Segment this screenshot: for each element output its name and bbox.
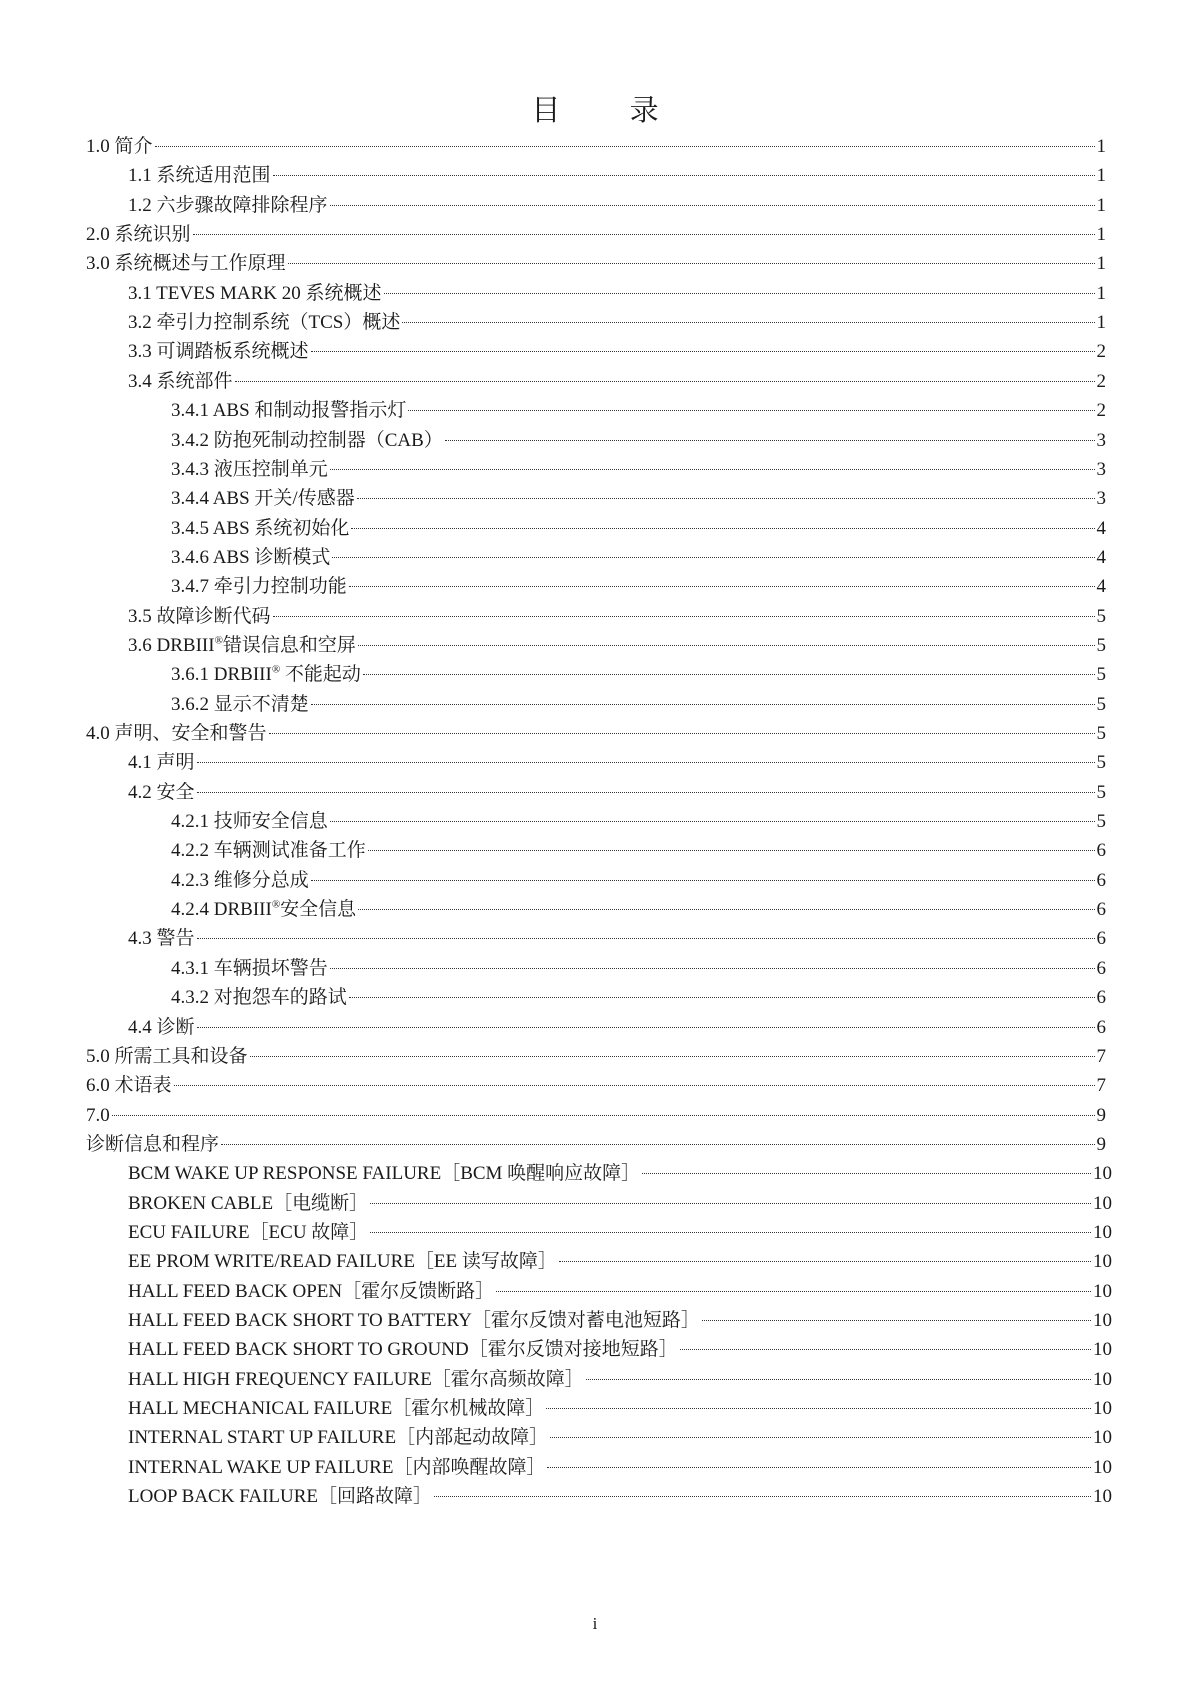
toc-entry-label (171, 397, 406, 425)
dot-leader (550, 1437, 1091, 1438)
toc-entry-label-text: INTERNAL START UP FAILURE［内部起动故障］ (128, 1427, 549, 1449)
toc-entry-label-text: INTERNAL WAKE UP FAILURE［内部唤醒故障］ (128, 1456, 546, 1478)
toc-entry[interactable] (171, 544, 1106, 572)
toc-entry-page: 5 (1096, 723, 1106, 744)
toc-entry[interactable] (128, 749, 1106, 777)
toc-entry-page: 4 (1096, 576, 1106, 598)
dot-leader (288, 263, 1095, 264)
dot-leader (370, 1232, 1091, 1233)
dot-leader (496, 1291, 1091, 1292)
dot-leader (273, 616, 1095, 617)
toc-entry-page: 1 (1096, 224, 1106, 246)
toc-entry-label-text: 4.0 声明、安全和警告 (86, 723, 267, 744)
toc-entry-label (86, 221, 191, 249)
toc-entry-label-text: LOOP BACK FAILURE［回路故障］ (128, 1486, 433, 1508)
toc-entry-label (86, 250, 286, 278)
dot-leader (330, 968, 1095, 969)
toc-entry[interactable] (86, 720, 1106, 748)
toc-entry-label-text: 3.4.6 ABS 诊断模式 (171, 546, 331, 568)
toc-entry-page: 5 (1096, 693, 1106, 715)
toc-entry-label-text: EE PROM WRITE/READ FAILURE［EE 读写故障］ (128, 1251, 557, 1273)
toc-entry-label (171, 867, 309, 895)
toc-entry-page: 10 (1093, 1280, 1112, 1302)
toc-entry-label-text: 错误信息和空屏 (222, 634, 356, 656)
toc-entry[interactable] (86, 1102, 1106, 1130)
toc-entry-page: 5 (1096, 811, 1106, 833)
toc-entry-label-text: 4.2 安全 (128, 781, 195, 803)
dot-leader (370, 1203, 1091, 1204)
registered-mark: ® (214, 634, 223, 647)
toc-entry-label (128, 1160, 640, 1188)
dot-leader (235, 381, 1095, 382)
toc-entry-page: 5 (1096, 664, 1106, 686)
dot-leader (197, 792, 1095, 793)
toc-entry-label (128, 192, 328, 220)
toc-entry[interactable] (128, 1248, 1112, 1276)
toc-entry-label-text: HALL FEED BACK SHORT TO GROUND［霍尔反馈对接地短路］ (128, 1339, 678, 1361)
toc-entry-label (128, 368, 233, 396)
dot-leader (311, 351, 1095, 352)
toc-entry[interactable] (86, 1131, 1106, 1159)
toc-entry-page: 9 (1096, 1133, 1106, 1155)
toc-entry[interactable] (128, 1366, 1112, 1394)
toc-entry-label (128, 1248, 557, 1276)
dot-leader (363, 674, 1095, 675)
dot-leader (384, 293, 1095, 294)
toc-entry[interactable] (128, 1190, 1112, 1218)
toc-entry-page: 1 (1096, 253, 1106, 275)
dot-leader (330, 821, 1095, 822)
toc-entry-page: 6 (1096, 957, 1106, 979)
toc-entry-page: 10 (1093, 1486, 1112, 1508)
toc-entry-label (171, 544, 330, 572)
toc-entry-page: 5 (1096, 605, 1106, 627)
toc-entry-label-text: 3.6.1 DRBIII (171, 664, 272, 686)
toc-entry-label-text: 3.6 DRBIII (128, 634, 215, 656)
toc-entry-page: 6 (1096, 899, 1106, 921)
dot-leader (330, 205, 1095, 206)
toc-entry-label-text: 3.3 可调踏板系统概述 (128, 341, 309, 363)
toc-entry-label (128, 632, 356, 660)
toc-entry-label-text: 5.0 所需工具和设备 (86, 1045, 248, 1067)
toc-entry-label (128, 1014, 195, 1042)
toc-entry-label (171, 955, 328, 983)
toc-entry[interactable] (171, 456, 1106, 484)
toc-entry-page: 10 (1093, 1221, 1112, 1243)
toc-entry-label (171, 808, 328, 836)
dot-leader (434, 1496, 1091, 1497)
toc-entry-label-text: 3.0 系统概述与工作原理 (86, 253, 286, 275)
toc-entry[interactable] (171, 896, 1106, 924)
toc-entry[interactable] (128, 162, 1106, 190)
toc-entry-page: 9 (1096, 1104, 1106, 1126)
toc-entry-label-text: 2.0 系统识别 (86, 224, 191, 246)
toc-entry-page: 1 (1096, 194, 1106, 216)
toc-entry-label-text: HALL HIGH FREQUENCY FAILURE［霍尔高频故障］ (128, 1368, 584, 1390)
dot-leader (197, 938, 1095, 939)
dot-leader (311, 880, 1095, 881)
dot-leader (174, 1085, 1095, 1086)
toc-entry-label (128, 925, 195, 953)
toc-entry-page: 10 (1093, 1427, 1112, 1449)
toc-entry-page: 1 (1096, 282, 1106, 304)
toc-entry-label (128, 749, 195, 777)
toc-entry-label-text: 7.0 (86, 1104, 110, 1126)
dot-leader (368, 850, 1095, 851)
toc-entry-page: 6 (1096, 869, 1106, 891)
toc-entry-label (128, 1278, 494, 1306)
dot-leader (349, 586, 1095, 587)
toc-entry-label (128, 1190, 368, 1218)
toc-entry-label (171, 573, 347, 601)
dot-leader (197, 1027, 1095, 1028)
dot-leader (155, 146, 1095, 147)
dot-leader (547, 1467, 1091, 1468)
toc-entry[interactable] (171, 955, 1106, 983)
toc-entry-label (128, 338, 309, 366)
toc-entry-label-text: 4.2.3 维修分总成 (171, 869, 309, 891)
toc-entry-label-text: 3.4.4 ABS 开关/传感器 (171, 488, 355, 510)
toc-entry-page: 5 (1096, 634, 1106, 656)
toc-entry-page: 10 (1093, 1368, 1112, 1390)
toc-entry-label-text: 3.4 系统部件 (128, 370, 233, 392)
toc-entry-page: 4 (1096, 546, 1106, 568)
dot-leader (408, 410, 1094, 411)
toc-entry[interactable] (171, 661, 1106, 689)
toc-entry-page: 2 (1096, 341, 1106, 363)
toc-entry-label-text: 3.6.2 显示不清楚 (171, 693, 309, 715)
toc-entry-page: 7 (1096, 1075, 1106, 1097)
toc-entry-label (171, 984, 347, 1012)
toc-entry-label (128, 1336, 678, 1364)
toc-entry-label (128, 162, 271, 190)
toc-entry[interactable] (171, 691, 1106, 719)
toc-entry-page: 2 (1096, 400, 1106, 422)
dot-leader (273, 175, 1095, 176)
dot-leader (358, 645, 1095, 646)
dot-leader (680, 1349, 1091, 1350)
toc-entry-label-text: 3.1 TEVES MARK 20 系统概述 (128, 282, 382, 304)
dot-leader (702, 1320, 1091, 1321)
toc-entry-label-text: BCM WAKE UP RESPONSE FAILURE［BCM 唤醒响应故障］ (128, 1163, 641, 1185)
toc-entry-label (128, 1424, 548, 1452)
toc-entry[interactable] (128, 1395, 1112, 1423)
dot-leader (330, 469, 1095, 470)
toc-entry-label-text: 1.0 简介 (86, 136, 153, 157)
toc-entry-page: 4 (1096, 517, 1106, 539)
toc-entry-label (128, 1395, 544, 1423)
toc-entry-page: 3 (1096, 458, 1106, 480)
dot-leader (559, 1261, 1091, 1262)
toc-entry-label-text: 3.5 故障诊断代码 (128, 605, 271, 627)
toc-entry[interactable] (171, 573, 1106, 601)
toc-entry[interactable] (128, 280, 1106, 308)
toc-entry-page: 10 (1093, 1192, 1112, 1214)
dot-leader (332, 557, 1094, 558)
toc-entry[interactable] (171, 515, 1106, 543)
dot-leader (221, 1144, 1094, 1145)
toc-entry-label-text: 3.4.5 ABS 系统初始化 (171, 517, 350, 539)
toc-entry[interactable] (128, 1454, 1112, 1482)
toc-entry-page: 6 (1096, 840, 1106, 862)
page-title: 目 录 (531, 93, 689, 127)
dot-leader (358, 909, 1094, 910)
dot-leader (357, 498, 1095, 499)
toc-entry-label-text: 4.2.4 DRBIII (171, 899, 272, 921)
toc-entry-label (86, 1072, 172, 1100)
toc-entry-label-text: ECU FAILURE［ECU 故障］ (128, 1221, 369, 1243)
toc-entry[interactable] (128, 1160, 1112, 1188)
registered-mark: ® (271, 898, 281, 911)
toc-entry-page: 7 (1096, 1045, 1106, 1067)
toc-entry-label (171, 691, 309, 719)
toc-entry-label (128, 779, 195, 807)
toc-entry-label-text: 4.3.2 对抱怨车的路试 (171, 987, 347, 1009)
dot-leader (250, 1056, 1095, 1057)
toc-entry-label-text: 4.3.1 车辆损坏警告 (171, 957, 328, 979)
dot-leader (311, 704, 1095, 705)
dot-leader (445, 440, 1095, 441)
toc-entry-page: 1 (1096, 136, 1106, 157)
toc-entry[interactable] (128, 632, 1106, 660)
toc-entry[interactable] (86, 1072, 1106, 1100)
toc-entry-label-text: HALL MECHANICAL FAILURE［霍尔机械故障］ (128, 1398, 545, 1420)
toc-entry[interactable] (86, 133, 1106, 161)
toc-entry-label-text: 4.2.1 技师安全信息 (171, 811, 328, 833)
toc-entry-label (128, 1454, 545, 1482)
toc-entry-label (171, 485, 355, 513)
toc-entry[interactable] (171, 808, 1106, 836)
toc-entry-page: 1 (1096, 312, 1106, 334)
toc-entry-label (128, 1483, 432, 1511)
toc-entry-label-text: 4.3 警告 (128, 928, 195, 950)
toc-entry-label (86, 1043, 248, 1071)
dot-leader (351, 528, 1094, 529)
dot-leader (349, 997, 1095, 998)
toc-entry-label (86, 1102, 110, 1130)
toc-entry-label-text: 3.4.3 液压控制单元 (171, 458, 328, 480)
dot-leader (586, 1379, 1091, 1380)
toc-entry-label (128, 603, 271, 631)
toc-entry[interactable] (128, 1483, 1112, 1511)
dot-leader (402, 322, 1094, 323)
toc-entry-label-text: 诊断信息和程序 (86, 1133, 220, 1155)
toc-entry[interactable] (171, 485, 1106, 513)
toc-entry-page: 6 (1096, 987, 1106, 1009)
toc-entry[interactable] (86, 1043, 1106, 1071)
toc-entry-label (171, 896, 356, 924)
toc-entry[interactable] (128, 1307, 1112, 1335)
toc-entry-page: 10 (1093, 1251, 1112, 1273)
toc-entry-label-text: HALL FEED BACK SHORT TO BATTERY［霍尔反馈对蓄电池短路］ (128, 1310, 700, 1331)
toc-entry-page: 6 (1096, 928, 1106, 950)
toc-entry[interactable] (86, 221, 1106, 249)
toc-entry[interactable] (128, 1219, 1112, 1247)
registered-mark: ® (271, 663, 281, 676)
toc-entry-label (128, 1219, 368, 1247)
toc-entry-label-text: 1.2 六步骤故障排除程序 (128, 194, 328, 216)
toc-entry[interactable] (128, 779, 1106, 807)
toc-entry[interactable] (86, 250, 1106, 278)
dot-leader (193, 234, 1095, 235)
toc-entry-page: 10 (1093, 1456, 1112, 1478)
toc-entry[interactable] (128, 925, 1106, 953)
toc-entry-label (86, 720, 267, 748)
toc-entry[interactable] (128, 309, 1106, 337)
toc-entry[interactable] (128, 1278, 1112, 1306)
toc-entry-page: 5 (1096, 781, 1106, 803)
toc-entry-label-text: 4.1 声明 (128, 752, 195, 774)
toc-entry[interactable] (171, 837, 1106, 865)
toc-entry-page: 10 (1093, 1339, 1112, 1361)
toc-entry-label-text: 不能起动 (280, 664, 361, 686)
toc-entry-label-text: HALL FEED BACK OPEN［霍尔反馈断路］ (128, 1280, 495, 1302)
toc-entry-page: 1 (1096, 165, 1106, 187)
toc-entry-page: 3 (1096, 429, 1106, 451)
toc-entry[interactable] (128, 192, 1106, 220)
toc-entry-page: 6 (1096, 1016, 1106, 1038)
toc-entry-label (171, 456, 328, 484)
toc-entry-label (86, 133, 153, 161)
toc-entry-label-text: 4.4 诊断 (128, 1016, 195, 1038)
toc-entry[interactable] (128, 368, 1106, 396)
toc-entry-label (171, 661, 361, 689)
toc-entry-label-text: 3.4.1 ABS 和制动报警指示灯 (171, 400, 407, 422)
dot-leader (112, 1115, 1095, 1116)
toc-entry-label (128, 280, 382, 308)
toc-entry-label (171, 427, 443, 455)
toc-entry[interactable] (171, 427, 1106, 455)
toc-entry-label (128, 1366, 584, 1394)
toc-entry-label-text: 4.2.2 车辆测试准备工作 (171, 840, 366, 862)
toc-entry-page: 10 (1093, 1163, 1112, 1185)
toc-entry-page: 10 (1093, 1398, 1112, 1420)
toc-entry[interactable] (171, 984, 1106, 1012)
dot-leader (642, 1173, 1091, 1174)
page-number: i (592, 1614, 598, 1633)
toc-entry-label-text: 3.4.2 防抱死制动控制器（CAB） (171, 429, 443, 451)
toc-entry[interactable] (171, 397, 1106, 425)
toc-entry-label-text: BROKEN CABLE［电缆断］ (128, 1192, 369, 1214)
toc-entry-label-text: 3.2 牵引力控制系统（TCS）概述 (128, 312, 401, 334)
dot-leader (197, 762, 1095, 763)
toc-entry-label-text: 安全信息 (280, 899, 357, 921)
toc-entry[interactable] (128, 338, 1106, 366)
toc-entry[interactable] (128, 1336, 1112, 1364)
toc-entry[interactable] (128, 1014, 1106, 1042)
toc-entry[interactable] (128, 603, 1106, 631)
toc-entry-label (128, 1307, 700, 1335)
toc-entry-label (86, 1131, 219, 1159)
dot-leader (546, 1408, 1091, 1409)
toc-entry-page: 10 (1093, 1310, 1112, 1331)
toc-entry-page: 2 (1096, 370, 1106, 392)
toc-entry[interactable] (128, 1424, 1112, 1452)
toc-entry-label (128, 309, 400, 337)
toc-entry-label-text: 1.1 系统适用范围 (128, 165, 271, 187)
toc-entry[interactable] (171, 867, 1106, 895)
toc-entry-label (171, 837, 366, 865)
dot-leader (269, 733, 1095, 734)
toc-entry-label (171, 515, 349, 543)
toc-entry-page: 5 (1096, 752, 1106, 774)
toc-entry-label-text: 3.4.7 牵引力控制功能 (171, 576, 347, 598)
toc-entry-page: 3 (1096, 488, 1106, 510)
toc-entry-label-text: 6.0 术语表 (86, 1075, 172, 1097)
